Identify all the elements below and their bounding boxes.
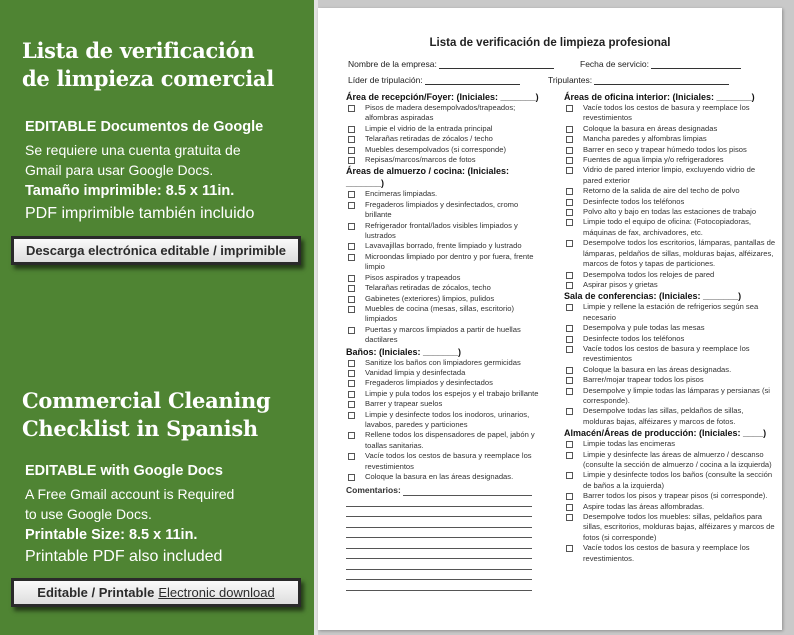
checklist-item-text: Refrigerador frontal/lados visibles limpiados y lustrados [365,220,518,241]
date-line [651,60,741,69]
checklist-item-text: Encimeras limpiadas. [365,189,438,199]
checkbox[interactable] [566,199,573,206]
checklist-item [564,145,776,155]
comments-field [346,485,532,496]
promo-title-en-line1: Commercial Cleaning [22,388,271,413]
left-sections [346,91,542,482]
checklist-item [564,439,776,449]
checklist-item-text: Fuentes de agua limpia y/o refrigeradores [583,155,724,165]
checkbox[interactable] [566,147,573,154]
comment-line[interactable] [346,517,532,528]
promo-es-line2: Se requiere una cuenta gratuita de [25,142,241,158]
promo-en-line1: EDITABLE with Google Docs [25,463,223,479]
checklist-item [564,543,776,564]
checkbox[interactable] [348,275,355,282]
checklist-item-text: Barrer todos los pisos y trapear pisos (si corresponde). [583,491,768,501]
electronic-download-link[interactable]: Electronic download [158,585,275,600]
promo-es-line4: Tamaño imprimible: 8.5 x 11in. [25,183,235,199]
checkbox[interactable] [348,370,355,377]
checklist-item [346,200,542,221]
checkbox[interactable] [348,223,355,230]
checklist-item-text: Desinfecte todos los teléfonos [583,333,685,343]
comments-line [403,485,532,496]
checklist-item [564,512,776,543]
left-column [346,91,542,591]
checklist-item [564,155,776,165]
checklist-item-text: Muebles desempolvados (si corresponde) [365,144,506,154]
section-heading: Área de recepción/Foyer: (Iniciales: _______) [346,92,539,102]
checkbox[interactable] [348,296,355,303]
checklist-item-text: Desempolva todos los relojes de pared [583,269,715,279]
comment-line[interactable] [346,549,532,560]
checklist-item-text: Rellene todos los dispensadores de papel, jabón y toallas sanitarias. [365,430,535,450]
checkbox[interactable] [566,514,573,521]
checkbox[interactable] [348,126,355,133]
checklist-item-text: Vidrio de pared interior limpio, excluyendo vidrio de pared exterior [583,165,756,185]
crew-field [548,75,729,85]
checklist-item [564,270,776,280]
checklist-item-text: Limpie y desinfecte todos los baños (consulte la sección de baños a la izquierda) [583,470,773,490]
checklist-item [564,280,776,290]
checklist-item [346,283,542,293]
company-line [439,60,554,69]
checklist-item [564,323,776,333]
checkbox[interactable] [348,306,355,313]
promo-title-es-line2: de limpieza comercial [22,66,274,91]
right-column [564,91,776,564]
leader-field [348,75,520,85]
checkbox[interactable] [566,188,573,195]
checklist-item [564,491,776,501]
checklist-item-text: Coloque la basura en las áreas designadas. [583,364,732,374]
checklist-item-text: Coloque la basura en áreas designadas [583,123,718,133]
checklist-item-text: Vacíe todos los cestos de basura y reemplace los revestimientos. [583,543,750,563]
checkbox[interactable] [566,441,573,448]
checklist-item [564,197,776,207]
comment-line[interactable] [346,570,532,581]
checkbox[interactable] [348,285,355,292]
checklist-item-text: Desempolve todas las sillas, peldaños de sillas, molduras bajas, alféizares y marcos de fotos. [583,406,744,426]
checklist-item [564,238,776,269]
checklist-item [564,344,776,365]
comments-label: Comentarios: [346,485,401,496]
checklist-page [318,8,782,630]
checklist-item-text: Telarañas retiradas de zócalos / techo [365,134,493,144]
checkbox[interactable] [348,401,355,408]
comment-line[interactable] [346,496,532,507]
checklist-item-text: Retorno de la salida de aire del techo de polvo [583,186,740,196]
checklist-item [564,124,776,134]
checklist-item [346,103,542,124]
checkbox[interactable] [348,453,355,460]
checkbox[interactable] [566,209,573,216]
checklist-item [346,155,542,165]
date-field [580,59,741,69]
checkbox[interactable] [566,304,573,311]
checklist-item [346,451,542,472]
checklist-item-text: Gabinetes (exteriores) limpios, pulidos [365,293,495,303]
checklist-item-text: Limpie y desinfecte todos los inodoros, urinarios, lavabos, paredes y particiones [365,409,530,429]
comment-lines [346,496,532,591]
checklist-item-text: Vacíe todos los cestos de basura y reemplace los revestimientos [583,343,750,364]
checkbox[interactable] [348,391,355,398]
section-heading: Sala de conferencias: (Iniciales: _______) [564,291,742,302]
checkbox[interactable] [566,504,573,511]
company-field [348,59,554,69]
checklist-item-text: Aspire todas las áreas alfombradas. [583,501,705,511]
checklist-item [564,386,776,407]
company-label: Nombre de la empresa: [348,59,437,69]
checkbox[interactable] [566,219,573,226]
download-button-en-bold: Editable / Printable [37,585,155,600]
checkbox[interactable] [566,126,573,133]
checklist-item-text: Fregaderos limpiados y desinfectados [365,378,493,388]
checklist-item-text: Desinfecte todos los teléfonos [583,196,685,206]
comment-line[interactable] [346,528,532,539]
checklist-item [564,365,776,375]
checkbox[interactable] [566,105,573,112]
checklist-item [564,470,776,491]
checkbox[interactable] [566,282,573,289]
checklist-item [346,472,542,482]
promo-es-line1: EDITABLE Documentos de Google [25,119,264,135]
checklist-item-text: Limpie y rellene la estación de refrigerios según sea necesario [583,302,759,322]
checkbox[interactable] [566,377,573,384]
checklist-item-text: Desempolve todos los muebles: sillas, peldaños para sillas, escritorios, molduras bajas, alféizares y marcos de fotos (si corresponde) [583,512,775,542]
checklist-item-text: Sanitize los baños con limpiadores germicidas [365,357,521,367]
checkbox[interactable] [348,380,355,387]
checkbox[interactable] [348,254,355,261]
checklist-item-text: Limpie y desinfecte las áreas de almuerzo / descanso (consulte la sección de almuerzo / cocina a la izquierda) [583,449,772,469]
checklist-item-text: Lavavajillas borrado, frente limpiado y lustrado [365,241,522,251]
checklist-item [346,294,542,304]
checklist-item [346,399,542,409]
checkbox[interactable] [566,240,573,247]
checklist-item [564,165,776,186]
checklist-item [564,217,776,238]
checklist-item-text: Pisos de madera desempolvados/trapeados; alfombras aspiradas [365,103,516,123]
section-heading: Áreas de almuerzo / cocina: (Iniciales: _______) [346,166,510,189]
checklist-item [346,145,542,155]
checklist-item [564,302,776,323]
promo-en-line4: Printable Size: 8.5 x 11in. [25,527,198,543]
checkbox[interactable] [348,360,355,367]
comments-section [346,485,532,591]
checkbox[interactable] [348,202,355,209]
checklist-item-text: Aspirar pisos y grietas [583,279,658,289]
checkbox[interactable] [566,367,573,374]
promo-en-line5: Printable PDF also included [25,548,223,565]
checklist-item [346,124,542,134]
checkbox[interactable] [566,452,573,459]
checklist-item [346,221,542,242]
checklist-item-text: Desempolva y pule todas las mesas [583,323,705,333]
checkbox[interactable] [566,545,573,552]
checklist-item [346,430,542,451]
promo-title-es-line1: Lista de verificación [22,38,255,63]
checklist-item-text: Muebles de cocina (mesas, sillas, escritorio) limpiados [365,303,514,324]
checklist-item [346,410,542,431]
checklist-item-text: Desempolve y limpie todas las lámparas y persianas (si corresponde). [583,385,770,405]
comment-line[interactable] [346,538,532,549]
checklist-item [346,189,542,199]
checkbox[interactable] [566,325,573,332]
checklist-item [346,368,542,378]
checklist-item-text: Fregaderos limpiados y desinfectados, cromo brillante [365,199,519,220]
checklist-item [346,358,542,368]
checkbox[interactable] [348,327,355,334]
comment-line[interactable] [346,507,532,518]
checkbox[interactable] [348,105,355,112]
promo-es-line3: Gmail para usar Google Docs. [25,162,214,178]
checkbox[interactable] [566,346,573,353]
checkbox[interactable] [566,136,573,143]
checkbox[interactable] [348,432,355,439]
leader-line [425,76,520,85]
checklist-item [564,207,776,217]
checkbox[interactable] [566,408,573,415]
checklist-item [346,241,542,251]
checklist-item-text: Vacíe todos los cestos de basura y reemplace los revestimientos [583,103,750,123]
checkbox[interactable] [348,147,355,154]
checklist-item-text: Coloque la basura en las áreas designadas. [365,472,514,481]
promo-title-en-line2: Checklist in Spanish [22,416,258,441]
checklist-item-text: Limpie y pula todos los espejos y el trabajo brillante [365,388,539,398]
checklist-item [346,304,542,325]
download-button-en[interactable] [11,578,301,607]
checklist-item [346,378,542,388]
checklist-item-text: Mancha paredes y alfombras limpias [583,134,707,144]
checklist-item [346,252,542,273]
checklist-item [564,406,776,427]
checklist-item-text: Puertas y marcos limpiados a partir de huellas dactilares [365,324,521,345]
date-label: Fecha de servicio: [580,59,649,69]
checklist-item-text: Barrer/mojar trapear todos los pisos [583,375,704,385]
checklist-item-text: Vacíe todos los cestos de basura y reemplace los revestimientos [365,451,532,471]
checklist-item [564,134,776,144]
checklist-item-text: Limpie todas las encimeras [583,439,676,449]
checklist-item-text: Repisas/marcos/marcos de fotos [365,155,476,165]
checkbox[interactable] [566,157,573,164]
checklist-item-text: Desempolve todos los escritorios, lámparas, pantallas de lámparas, peldaños de sillas, molduras bajas, alféizares, marcos de fotos y tapas de particiones. [583,238,776,269]
checkbox[interactable] [566,472,573,479]
checkbox[interactable] [348,157,355,164]
checkbox[interactable] [566,493,573,500]
checklist-item-text: Pisos aspirados y trapeados [365,272,461,282]
checklist-item-text: Telarañas retiradas de zócalos, techo [365,283,491,293]
checklist-item-text: Barrer y trapear suelos [365,399,443,409]
checklist-item-text: Barrer en seco y trapear húmedo todos los pisos [583,144,747,154]
checklist-item [564,450,776,471]
checklist-item [564,502,776,512]
promo-en-line2: A Free Gmail account is Required [25,486,235,502]
promo-en-line3: to use Google Docs. [25,506,152,522]
checkbox[interactable] [566,167,573,174]
checklist-item-text: Limpie todo el equipo de oficina: (Fotocopiadoras, máquinas de fax, archivadores, etc. [583,217,752,237]
checkbox[interactable] [566,336,573,343]
crew-line [594,76,729,85]
comment-line[interactable] [346,580,532,591]
checklist-item [564,375,776,385]
checkbox[interactable] [348,191,355,198]
section-heading: Almacén/Áreas de producción: (Iniciales: ____) [564,428,767,439]
checklist-item [346,325,542,346]
checkbox[interactable] [348,136,355,143]
checkbox[interactable] [348,412,355,419]
checklist-item-text: Limpie el vidrio de la entrada principal [365,123,493,133]
checklist-item-text: Vanidad limpia y desinfectada [365,367,466,377]
section-heading: Áreas de oficina interior: (Iniciales: _______) [564,92,755,102]
checklist-item [346,273,542,283]
checkbox[interactable] [566,388,573,395]
checklist-item-text: Polvo alto y bajo en todas las estaciones de trabajo [583,207,757,217]
checkbox[interactable] [348,243,355,250]
checklist-item [564,103,776,124]
document-title: Lista de verificación de limpieza profesional [429,37,671,49]
checkbox[interactable] [348,474,355,481]
checklist-item [346,389,542,399]
promo-panel [0,0,314,635]
checklist-item [346,134,542,144]
checklist-item [564,186,776,196]
checkbox[interactable] [566,272,573,279]
crew-label: Tripulantes: [548,75,593,85]
promo-es-line5: PDF imprimible también incluido [25,205,255,222]
leader-label: Líder de tripulación: [348,75,423,85]
download-button-es[interactable]: Descarga electrónica editable / imprimible [11,236,301,265]
checklist-item [564,334,776,344]
section-heading: Baños: (Iniciales: _______) [346,346,462,357]
checklist-item-text: Microondas limpiado por dentro y por fuera, frente limpio [365,251,534,272]
comment-line[interactable] [346,559,532,570]
